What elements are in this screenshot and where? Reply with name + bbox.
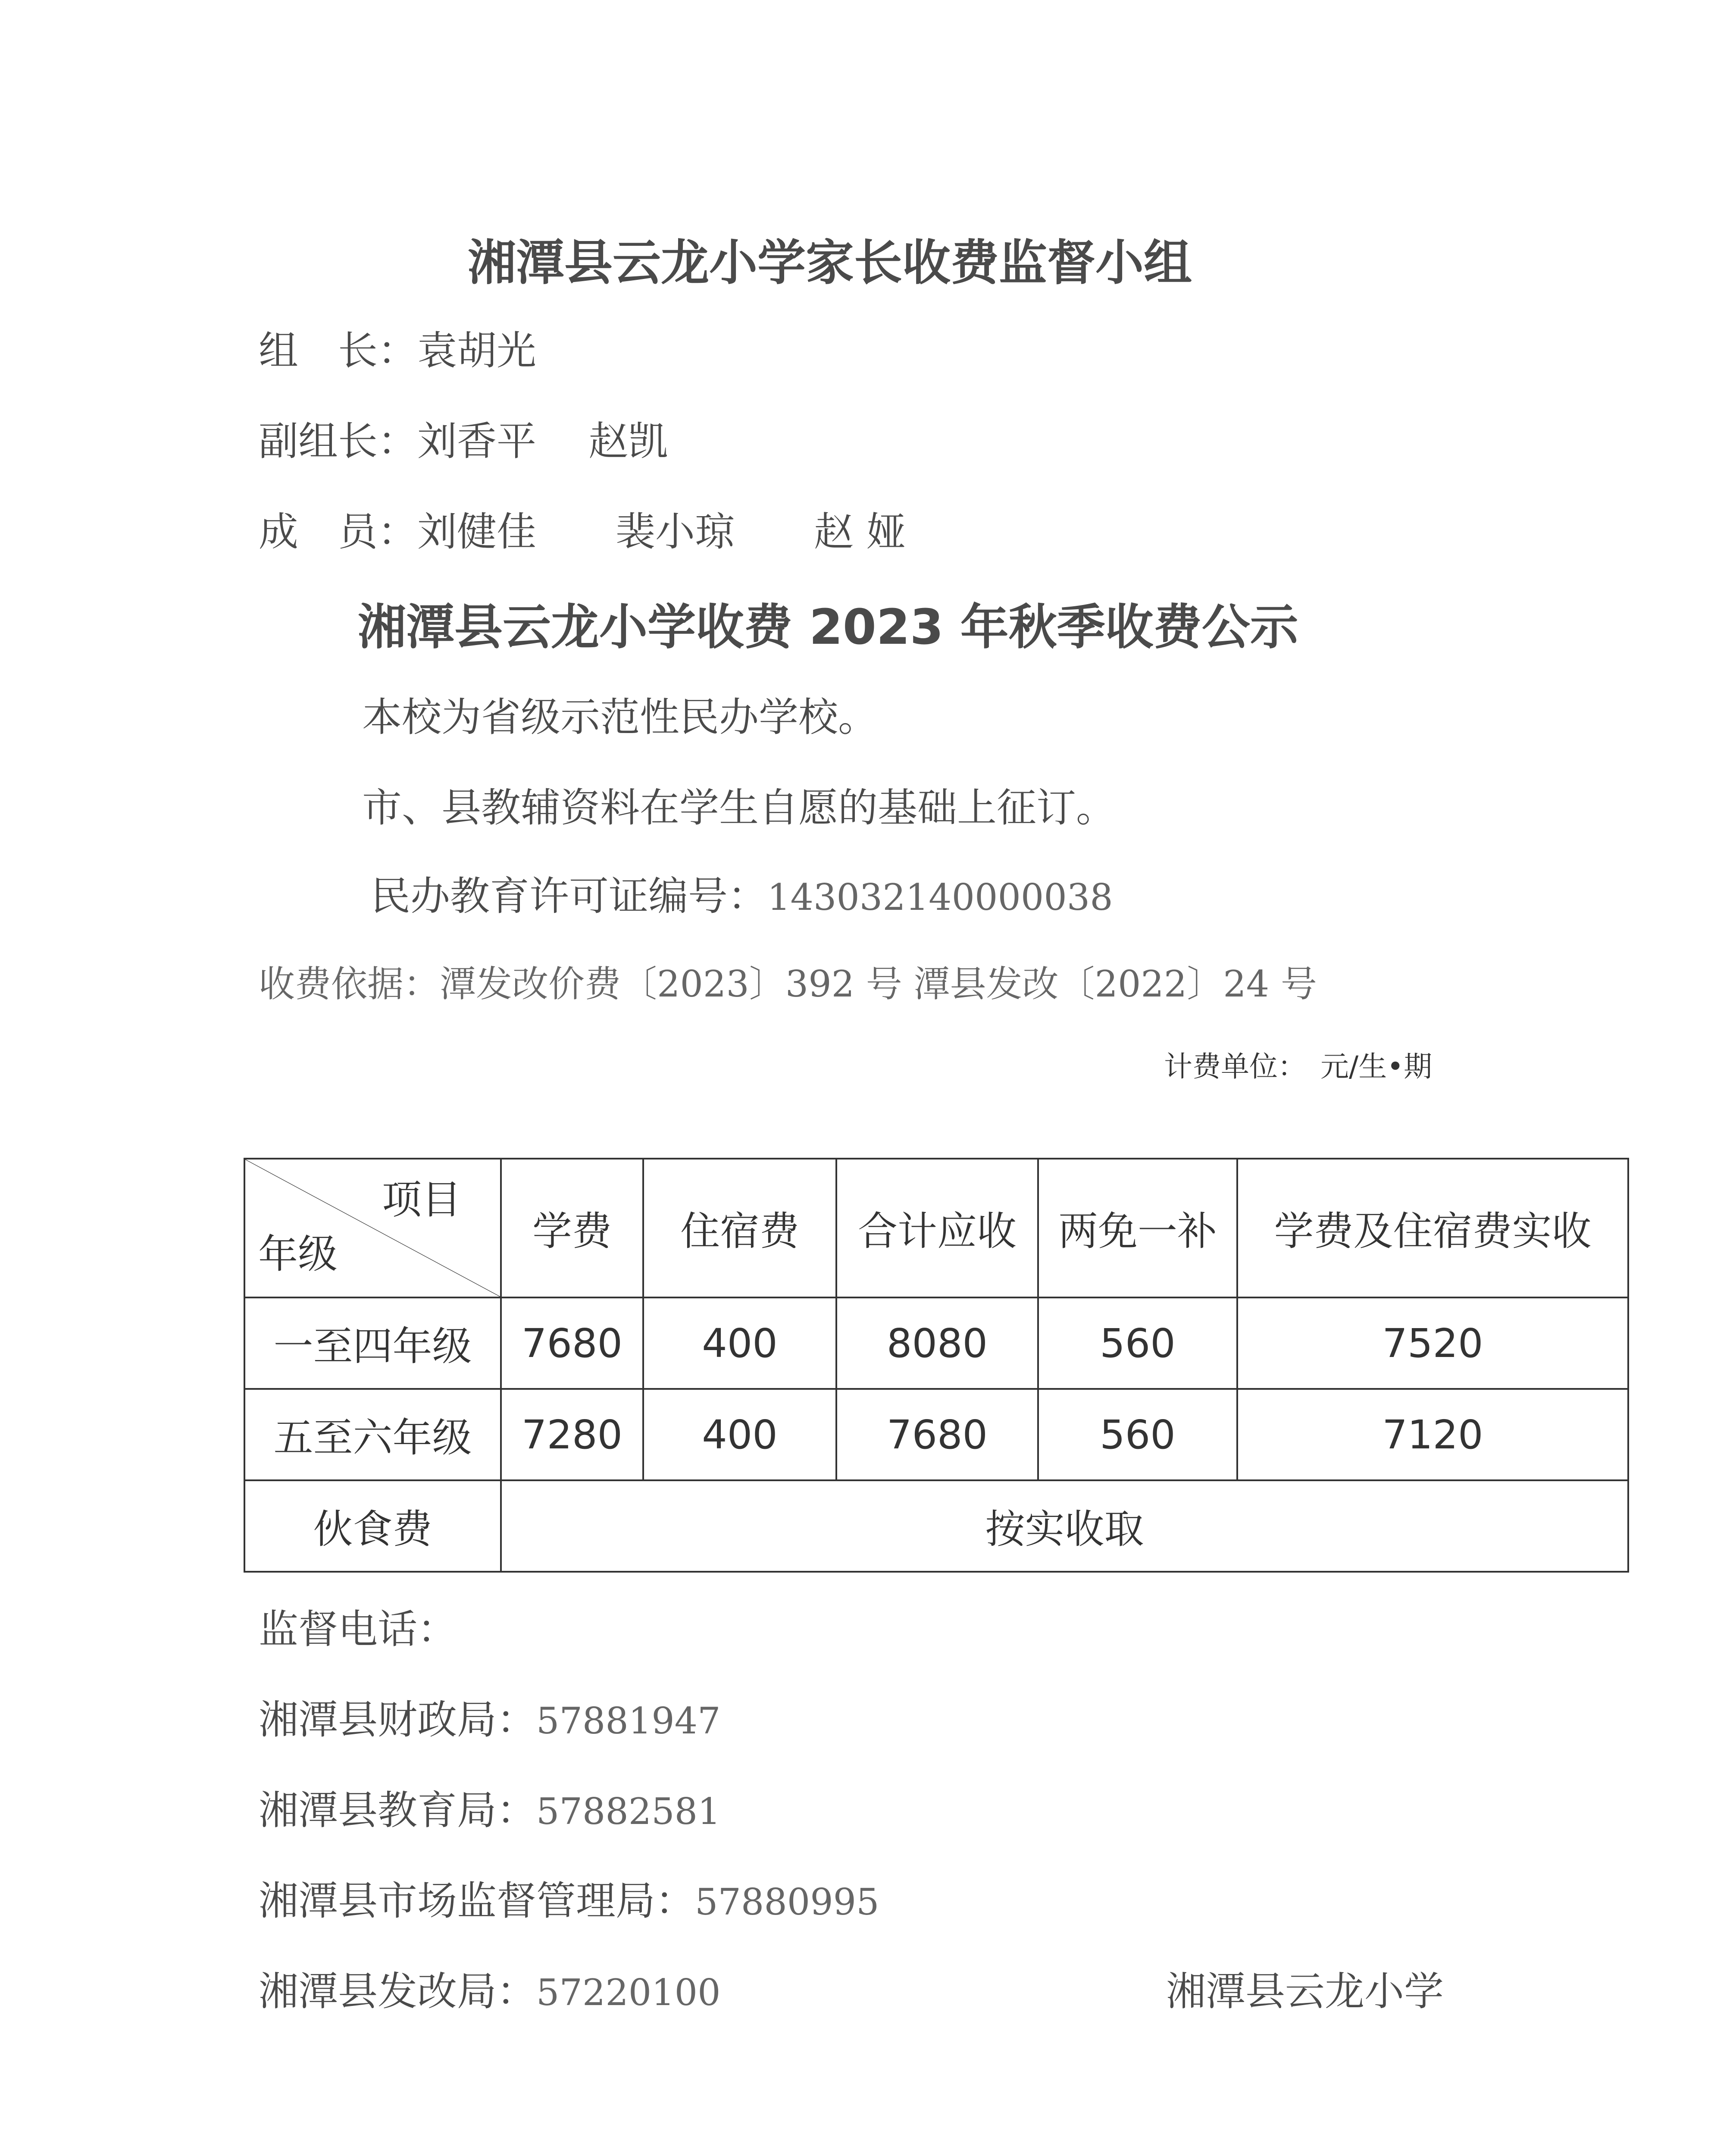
header-actual-received: 学费及住宿费实收 xyxy=(1237,1159,1628,1297)
phone-number: 57220100 xyxy=(536,1971,721,2014)
subsidy-value: 560 xyxy=(1038,1389,1237,1480)
phone-line xyxy=(259,1960,721,2017)
tuition-value: 7280 xyxy=(501,1389,643,1480)
boarding-value: 400 xyxy=(643,1297,836,1389)
header-subsidy: 两免一补 xyxy=(1038,1159,1237,1297)
fee-table xyxy=(244,1158,1629,1573)
header-tuition: 学费 xyxy=(501,1159,643,1297)
food-value: 按实收取 xyxy=(501,1480,1628,1572)
phone-label: 湘潭县教育局： xyxy=(259,1787,537,1833)
food-label: 伙食费 xyxy=(244,1480,501,1572)
corner-label-item: 项目 xyxy=(382,1177,461,1223)
actual-received-value: 7520 xyxy=(1237,1297,1628,1389)
total-due-value: 8080 xyxy=(836,1297,1038,1389)
billing-unit: 计费单位： 元/生•期 xyxy=(1164,1050,1433,1083)
notice-line-materials: 市、县教辅资料在学生自愿的基础上征订。 xyxy=(362,785,1116,831)
phone-line xyxy=(259,1779,721,1836)
header-boarding: 住宿费 xyxy=(643,1159,836,1297)
table-row xyxy=(244,1297,1628,1389)
committee-members: 成 员：刘健佳 裴小琼 赵 娅 xyxy=(259,509,906,555)
phone-label: 湘潭县发改局： xyxy=(259,1968,537,2015)
grade-cell: 一至四年级 xyxy=(244,1297,501,1389)
license-number: 143032140000038 xyxy=(767,876,1113,918)
notice-line-school-type: 本校为省级示范性民办学校。 xyxy=(362,694,878,740)
subsidy-value: 560 xyxy=(1038,1297,1237,1389)
phone-number: 57881947 xyxy=(536,1700,721,1742)
actual-received-value: 7120 xyxy=(1237,1389,1628,1480)
license-label: 民办教育许可证编号： xyxy=(371,873,768,919)
phone-line xyxy=(259,1688,721,1745)
notice-title: 湘潭县云龙小学收费 2023 年秋季收费公示 xyxy=(358,599,1298,655)
license-line xyxy=(371,865,1113,921)
phone-line xyxy=(259,1869,879,1926)
phone-label: 湘潭县财政局： xyxy=(259,1697,537,1743)
boarding-value: 400 xyxy=(643,1389,836,1480)
total-due-value: 7680 xyxy=(836,1389,1038,1480)
supervision-heading: 监督电话： xyxy=(259,1606,457,1652)
school-signature: 湘潭县云龙小学 xyxy=(1166,1968,1444,2015)
header-total-due: 合计应收 xyxy=(836,1159,1038,1297)
phone-number: 57880995 xyxy=(695,1881,879,1923)
corner-label-grade: 年级 xyxy=(258,1231,338,1277)
committee-title: 湘潭县云龙小学家长收费监督小组 xyxy=(468,235,1192,291)
corner-cell xyxy=(244,1159,501,1297)
table-row xyxy=(244,1389,1628,1480)
fee-basis: 收费依据：潭发改价费〔2023〕392 号 潭县发改〔2022〕24 号 xyxy=(259,963,1317,1005)
grade-cell: 五至六年级 xyxy=(244,1389,501,1480)
table-header-row xyxy=(244,1159,1628,1297)
tuition-value: 7680 xyxy=(501,1297,643,1389)
phone-label: 湘潭县市场监督管理局： xyxy=(259,1878,695,1924)
phone-number: 57882581 xyxy=(536,1790,721,1833)
committee-leader: 组 长：袁胡光 xyxy=(259,328,537,374)
committee-vice-leader: 副组长：刘香平 赵凯 xyxy=(259,418,668,464)
food-row xyxy=(244,1480,1628,1572)
